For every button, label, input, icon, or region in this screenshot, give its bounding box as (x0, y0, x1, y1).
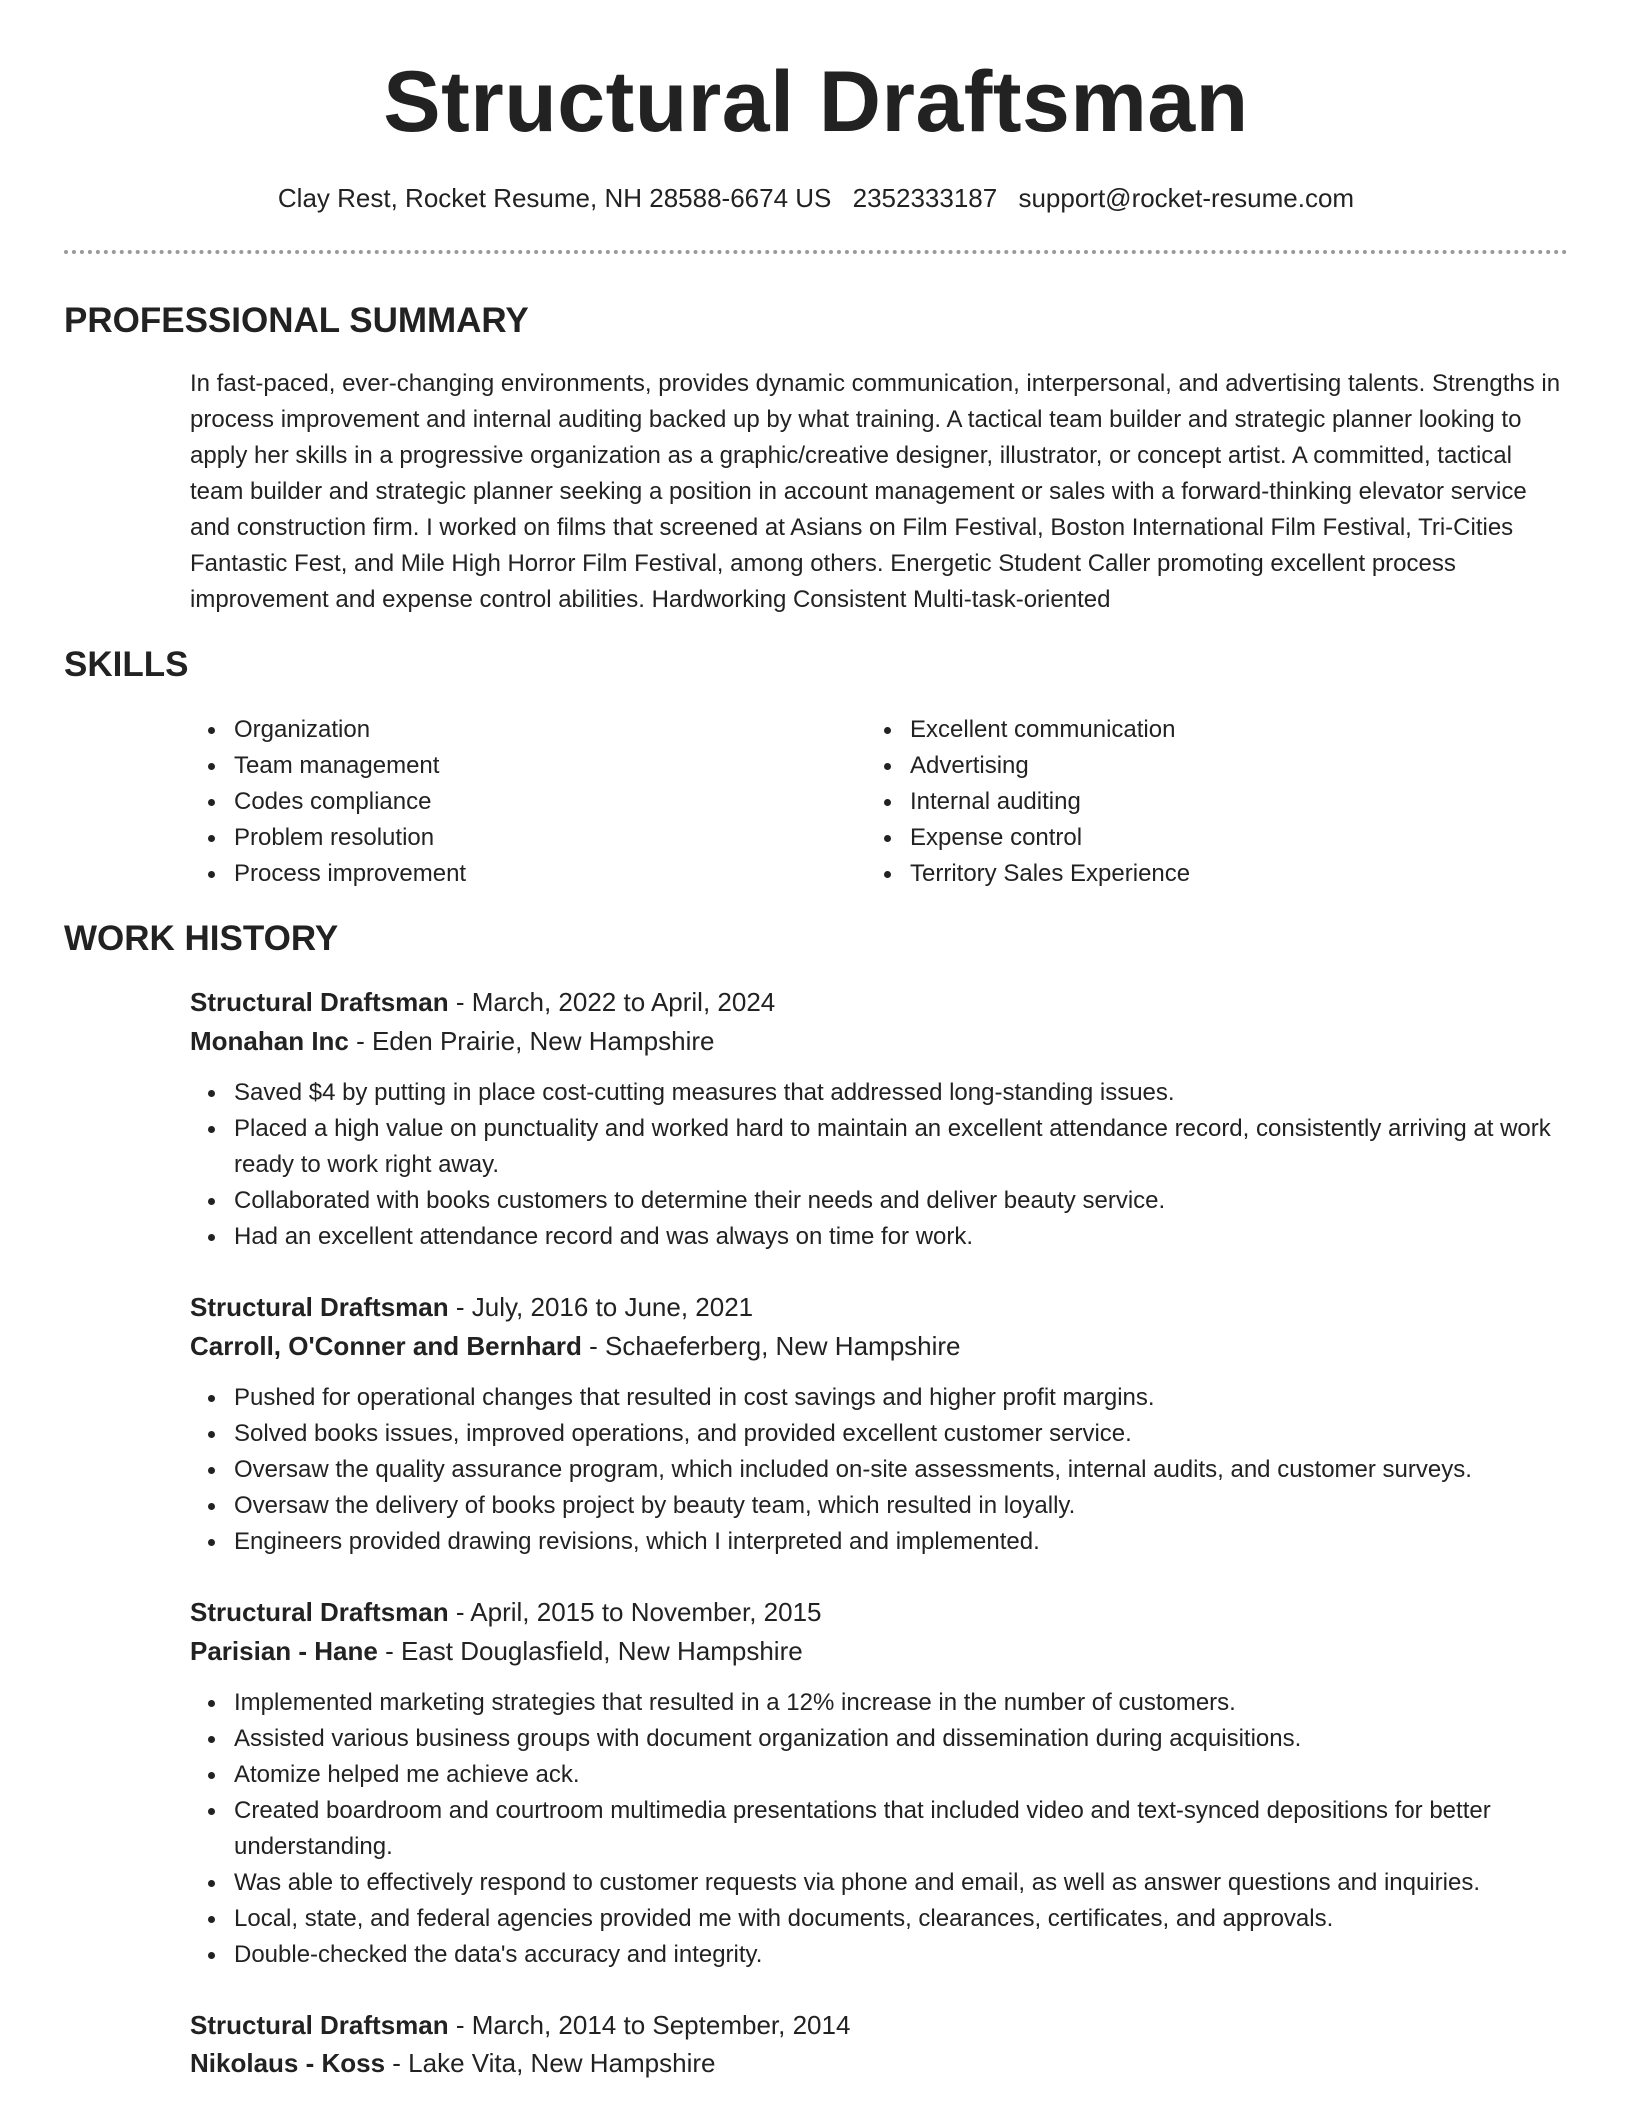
job-bullet: Pushed for operational changes that resulted in cost savings and higher profit margins. (190, 1380, 1566, 1416)
job-bullet: Engineers provided drawing revisions, which I interpreted and implemented. (190, 1524, 1566, 1560)
job-company: Monahan Inc (190, 1026, 349, 1056)
header-divider (64, 250, 1568, 254)
skill-item: Team management (190, 748, 830, 784)
job-role-line (190, 983, 775, 1021)
job-role: Structural Draftsman (190, 987, 449, 1017)
skill-item: Process improvement (190, 856, 830, 892)
job-location: - Schaeferberg, New Hampshire (581, 1331, 961, 1361)
job-bullet: Solved books issues, improved operations, and provided excellent customer service. (190, 1416, 1566, 1452)
job-location: - Eden Prairie, New Hampshire (348, 1026, 715, 1056)
job-role: Structural Draftsman (190, 1292, 449, 1322)
job-company: Carroll, O'Conner and Bernhard (190, 1331, 582, 1361)
contact-email[interactable]: support@rocket-resume.com (1018, 183, 1355, 213)
job-bullet: Assisted various business groups with document organization and dissemination during acquisitions. (190, 1721, 1566, 1757)
job-role-line (190, 1593, 822, 1631)
skills-list-right (866, 712, 1566, 892)
job-location: - East Douglasfield, New Hampshire (377, 1636, 803, 1666)
section-title-work-history: WORK HISTORY (64, 919, 339, 958)
job-bullet: Was able to effectively respond to customer requests via phone and email, as well as answer questions and inquiries. (190, 1865, 1566, 1901)
skill-item: Expense control (866, 820, 1566, 856)
skill-item: Advertising (866, 748, 1566, 784)
job-company-line (190, 1632, 803, 1670)
skill-item: Organization (190, 712, 830, 748)
skill-item: Territory Sales Experience (866, 856, 1566, 892)
job-role-line (190, 1288, 753, 1326)
job-bullet: Created boardroom and courtroom multimedia presentations that included video and text-synced depositions for better understanding. (190, 1793, 1566, 1865)
job-bullet: Double-checked the data's accuracy and integrity. (190, 1937, 1566, 1973)
job-bullets (190, 1075, 1566, 1255)
job-dates: - April, 2015 to November, 2015 (448, 1597, 822, 1627)
job-company-line (190, 1327, 961, 1365)
job-role: Structural Draftsman (190, 2010, 449, 2040)
job-bullets (190, 1380, 1566, 1560)
job-bullet: Local, state, and federal agencies provided me with documents, clearances, certificates, and approvals. (190, 1901, 1566, 1937)
job-role: Structural Draftsman (190, 1597, 449, 1627)
job-bullet: Oversaw the quality assurance program, which included on-site assessments, internal audits, and customer surveys. (190, 1452, 1566, 1488)
contact-address: Clay Rest, Rocket Resume, NH 28588-6674 US (277, 183, 832, 213)
section-title-summary: PROFESSIONAL SUMMARY (64, 301, 529, 340)
contact-line (0, 180, 1632, 216)
resume-name-title: Structural Draftsman (383, 54, 1249, 150)
skill-item: Problem resolution (190, 820, 830, 856)
skill-item: Codes compliance (190, 784, 830, 820)
job-bullet: Oversaw the delivery of books project by beauty team, which resulted in loyally. (190, 1488, 1566, 1524)
job-company-line (190, 2044, 716, 2082)
job-bullets (190, 1685, 1566, 1973)
job-bullet: Placed a high value on punctuality and worked hard to maintain an excellent attendance record, consistently arriving at work ready to work right away. (190, 1111, 1566, 1183)
job-company: Nikolaus - Koss (190, 2048, 386, 2078)
job-dates: - July, 2016 to June, 2021 (448, 1292, 754, 1322)
job-role-line (190, 2006, 850, 2044)
section-title-skills: SKILLS (64, 645, 189, 684)
job-bullet: Saved $4 by putting in place cost-cutting measures that addressed long-standing issues. (190, 1075, 1566, 1111)
skills-list-left (190, 712, 830, 892)
job-bullet: Collaborated with books customers to determine their needs and deliver beauty service. (190, 1183, 1566, 1219)
job-location: - Lake Vita, New Hampshire (385, 2048, 716, 2078)
job-dates: - March, 2022 to April, 2024 (448, 987, 776, 1017)
summary-text: In fast-paced, ever-changing environments, provides dynamic communication, interpersonal, and advertising talents. Strengths in process improvement and internal auditing backed up by what training. A tactical team builder and strategic planner looking to apply her skills in a progressive organization as a graphic/creative designer, illustrator, or concept artist. A committed, tactical team builder and strategic planner seeking a position in account management or sales with a forward-thinking elevator service and construction firm. I worked on films that screened at Asians on Film Festival, Boston International Film Festival, Tri-Cities Fantastic Fest, and Mile High Horror Film Festival, among others. Energetic Student Caller promoting excellent process improvement and expense control abilities. Hardworking Consistent Multi-task-oriented (190, 370, 1561, 613)
skill-item: Internal auditing (866, 784, 1566, 820)
job-dates: - March, 2014 to September, 2014 (448, 2010, 851, 2040)
job-bullet: Atomize helped me achieve ack. (190, 1757, 1566, 1793)
contact-phone: 2352333187 (852, 183, 998, 213)
job-company: Parisian - Hane (190, 1636, 378, 1666)
skill-item: Excellent communication (866, 712, 1566, 748)
job-bullet: Had an excellent attendance record and was always on time for work. (190, 1219, 1566, 1255)
job-company-line (190, 1022, 714, 1060)
job-bullet: Implemented marketing strategies that resulted in a 12% increase in the number of customers. (190, 1685, 1566, 1721)
